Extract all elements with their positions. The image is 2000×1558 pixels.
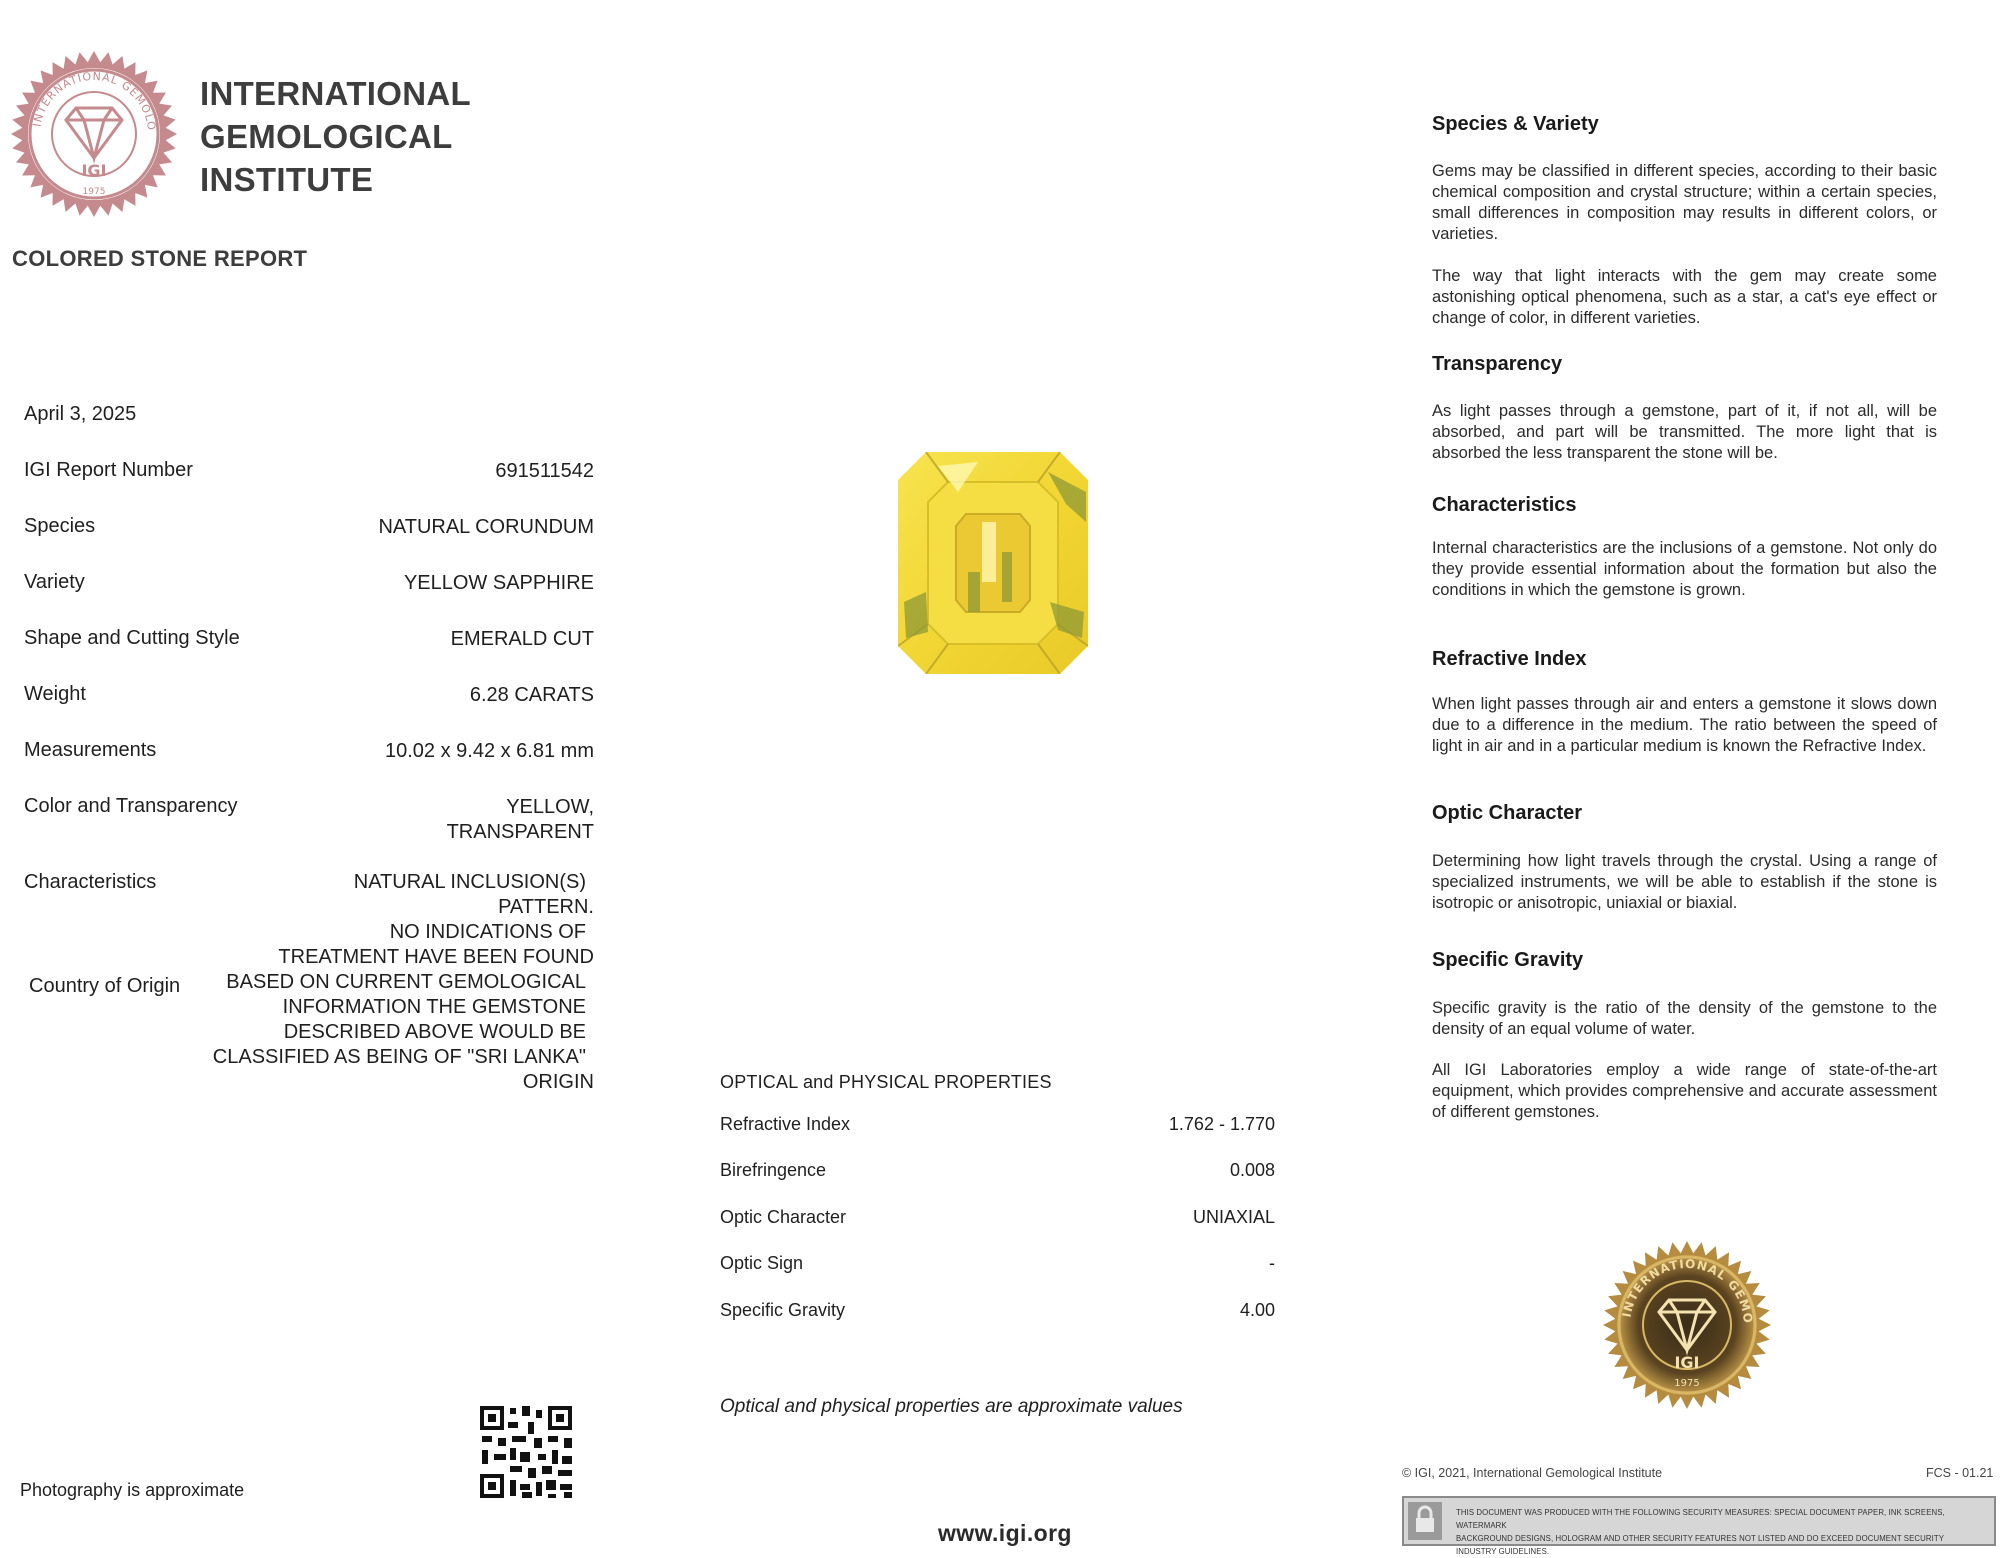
security-features-text: [1456, 1506, 1986, 1558]
row-label: Species: [24, 515, 96, 537]
gold-seal-monogram: IGI: [1674, 1353, 1700, 1372]
origin-line: CLASSIFIED AS BEING OF "SRI LANKA": [212, 1046, 586, 1068]
optical-row-label: Specific Gravity: [720, 1300, 846, 1320]
optical-row-label: Optic Sign: [720, 1253, 804, 1273]
row-label: Weight: [24, 683, 86, 705]
origin-line: ORIGIN: [522, 1071, 594, 1093]
glossary-text: Internal characteristics are the inclusions of a gemstone. Not only do they provide essential information about the formation but also the conditions in which the gemstone is grown.: [1432, 539, 1937, 599]
origin-line: PATTERN.: [498, 896, 594, 918]
glossary-text: The way that light interacts with the gem may create some astonishing optical phenomena, such as a star, a cat's eye effect or change of color, in different varieties.: [1432, 267, 1937, 327]
photography-note: Photography is approximate: [20, 1480, 245, 1500]
security-features-bar: [1402, 1496, 1996, 1556]
row-shape: [24, 627, 594, 667]
institute-name: [200, 72, 471, 201]
igi-logo-seal: [10, 50, 178, 218]
origin-line: NO INDICATIONS OF: [389, 921, 586, 943]
glossary-heading-specific-gravity: Specific Gravity: [1432, 949, 1584, 971]
row-species: [24, 515, 594, 555]
optical-row-label: Optic Character: [720, 1207, 847, 1227]
row-weight: [24, 683, 594, 723]
seal-ring-text: INTERNATIONAL GEMOLO: [30, 69, 159, 132]
glossary-heading-refractive-index: Refractive Index: [1432, 648, 1587, 670]
row-label: Measurements: [24, 739, 157, 761]
gold-hologram-seal: [1602, 1240, 1772, 1410]
lock-icon: [1408, 1502, 1442, 1540]
row-value: YELLOW SAPPHIRE: [403, 572, 594, 594]
optical-row-specific-gravity: [720, 1300, 1275, 1330]
row-color-transparency: [24, 795, 594, 851]
optical-row-optic-sign: [720, 1253, 1275, 1283]
glossary-text: All IGI Laboratories employ a wide range of state-of-the-art equipment, which provides comprehensive and accurate assessment of different gemstones.: [1432, 1061, 1937, 1121]
optical-row-value: 0.008: [1229, 1160, 1275, 1180]
glossary-heading-characteristics: Characteristics: [1432, 494, 1577, 516]
gold-seal-ring-text: INTERNATIONAL GEMO: [1619, 1256, 1756, 1325]
country-of-origin-label: Country of Origin: [29, 975, 181, 997]
glossary-heading-species: Species & Variety: [1432, 113, 1599, 135]
row-value: EMERALD CUT: [450, 628, 594, 650]
institute-name-line: INSTITUTE: [200, 161, 374, 198]
qr-code-icon: [478, 1404, 574, 1500]
row-label: Variety: [24, 571, 85, 593]
characteristics-origin-text: [200, 870, 594, 1095]
row-label: Characteristics: [24, 871, 157, 893]
institute-name-line: INTERNATIONAL: [200, 75, 471, 112]
glossary-text: Gems may be classified in different species, according to their basic chemical composition and crystal structure; within a certain species, small differences in composition may results in different colors, or varieties.: [1432, 162, 1937, 243]
security-line: BACKGROUND DESIGNS, HOLOGRAM AND OTHER SECURITY FEATURES NOT LISTED AND DO EXCEED DOCUMENT SECURITY INDUSTRY GUIDELINES.: [1456, 1534, 1944, 1556]
optical-row-value: -: [1269, 1253, 1275, 1273]
origin-line: NATURAL INCLUSION(S): [353, 871, 586, 893]
row-value: [447, 795, 594, 845]
seal-year: 1975: [82, 187, 106, 197]
row-value: NATURAL CORUNDUM: [378, 516, 594, 538]
optical-row-label: Refractive Index: [720, 1114, 851, 1134]
row-value: 691511542: [495, 460, 594, 482]
row-variety: [24, 571, 594, 611]
qr-code[interactable]: [478, 1404, 574, 1500]
security-line: THIS DOCUMENT WAS PRODUCED WITH THE FOLLOWING SECURITY MEASURES: SPECIAL DOCUMENT PAPER, INK SCREENS, WATERMARK: [1456, 1508, 1945, 1530]
optical-row-label: Birefringence: [720, 1160, 827, 1180]
row-value-line: YELLOW,: [506, 796, 594, 818]
optical-row-birefringence: [720, 1160, 1275, 1190]
optical-row-value: UNIAXIAL: [1192, 1207, 1275, 1227]
seal-monogram: IGI: [81, 161, 107, 180]
glossary-text: Determining how light travels through the crystal. Using a range of specialized instruments, we will be able to establish if the stone is isotropic or anisotropic, uniaxial or biaxial.: [1432, 852, 1937, 912]
glossary-text: As light passes through a gemstone, part of it, if not all, will be absorbed, and part will be transmitted. The more light that is absorbed the less transparent the stone will be.: [1432, 402, 1937, 462]
form-code: FCS - 01.21: [1926, 1466, 1994, 1480]
institute-name-line: GEMOLOGICAL: [200, 118, 453, 155]
optical-approximate-note: Optical and physical properties are approximate values: [720, 1396, 1183, 1417]
origin-line: INFORMATION THE GEMSTONE: [282, 996, 586, 1018]
row-label: Shape and Cutting Style: [24, 627, 240, 649]
origin-line: BASED ON CURRENT GEMOLOGICAL: [226, 971, 586, 993]
glossary-heading-transparency: Transparency: [1432, 353, 1563, 375]
row-label: IGI Report Number: [24, 459, 193, 481]
optical-row-optic-character: [720, 1207, 1275, 1237]
origin-line: DESCRIBED ABOVE WOULD BE: [283, 1021, 586, 1043]
row-value: 6.28 CARATS: [469, 684, 594, 706]
optical-properties-title: OPTICAL and PHYSICAL PROPERTIES: [720, 1072, 1052, 1092]
copyright-notice: © IGI, 2021, International Gemological Institute: [1402, 1466, 1663, 1480]
glossary-text: When light passes through air and enters a gemstone it slows down due to a difference in the medium. The ratio between the speed of light in air and in a particular medium is known the Refractive Index.: [1432, 695, 1937, 755]
website-link[interactable]: www.igi.org: [938, 1520, 1072, 1546]
gemstone-photo: [898, 452, 1088, 674]
optical-row-value: 4.00: [1239, 1300, 1275, 1320]
optical-row-value: 1.762 - 1.770: [1168, 1114, 1275, 1134]
row-value-line: TRANSPARENT: [446, 821, 594, 843]
glossary-text: Specific gravity is the ratio of the density of the gemstone to the density of an equal volume of water.: [1432, 999, 1937, 1038]
optical-row-refractive-index: [720, 1114, 1275, 1144]
report-type: COLORED STONE REPORT: [12, 246, 308, 271]
glossary-heading-optic-character: Optic Character: [1432, 802, 1583, 824]
report-date: April 3, 2025: [24, 403, 137, 425]
row-report-number: [24, 459, 594, 499]
gold-seal-year: 1975: [1674, 1378, 1700, 1389]
row-measurements: [24, 739, 594, 779]
origin-line: TREATMENT HAVE BEEN FOUND: [278, 946, 594, 968]
row-value: 10.02 x 9.42 x 6.81 mm: [384, 740, 594, 762]
row-label: Color and Transparency: [24, 795, 238, 817]
